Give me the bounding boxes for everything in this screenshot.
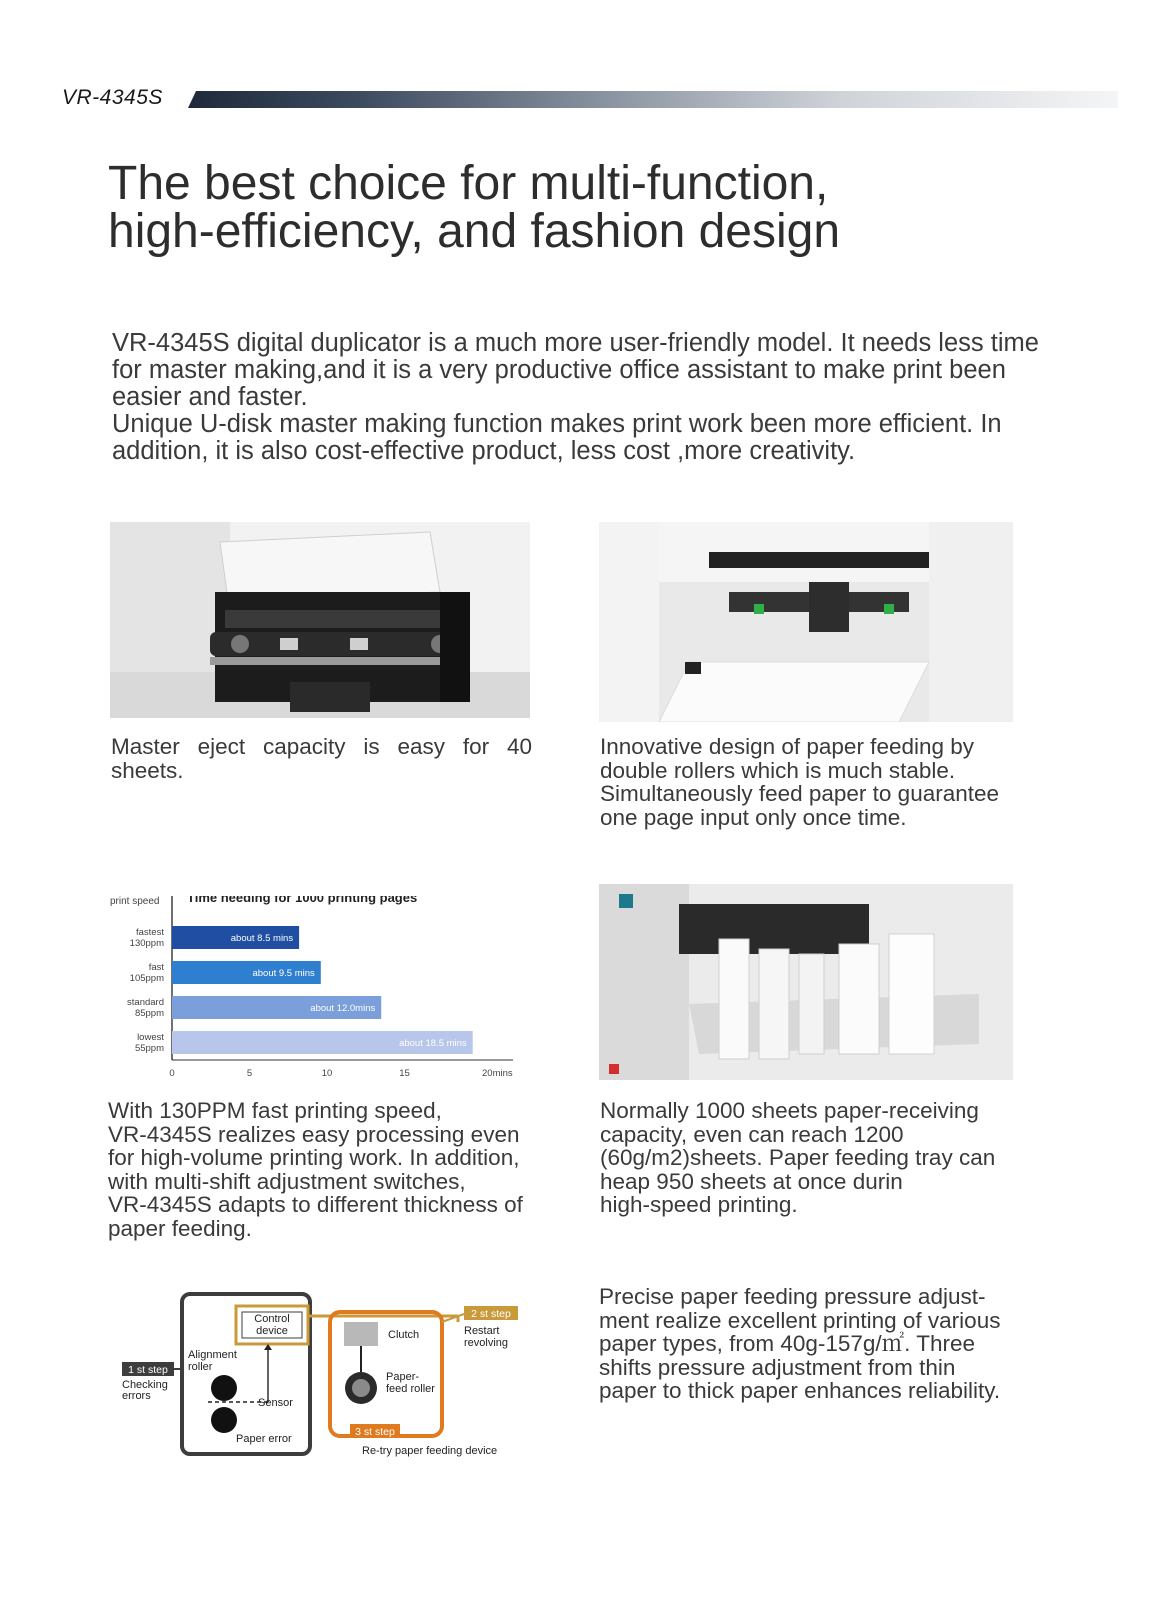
- chart-ylabel: print speed: [110, 896, 160, 907]
- speed-line-1: With 130PPM fast printing speed,: [108, 1098, 442, 1123]
- pressure-line-4: shifts pressure adjustment from thin: [599, 1354, 956, 1380]
- pressure-line-2: ment realize excellent printing of various: [599, 1307, 1001, 1333]
- paper-feeding-line-4: one page input only once time.: [600, 804, 907, 830]
- paper-feed-roller-label-1: Paper-: [386, 1371, 420, 1383]
- chart-bar-label: about 8.5 mins: [230, 933, 294, 944]
- print-time-chart: [108, 896, 538, 1086]
- step3-label: 3 st step: [355, 1426, 395, 1438]
- step2-label: 2 st step: [471, 1308, 511, 1320]
- chart-bar-label: about 9.5 mins: [252, 968, 315, 979]
- page-title: [108, 157, 1068, 258]
- speed-line-2: VR-4345S realizes easy processing even: [108, 1121, 520, 1147]
- model-tag: VR-4345S: [62, 86, 163, 109]
- paper-feeding-caption: [600, 735, 1030, 829]
- paper-feeding-photo: [599, 522, 1013, 722]
- alignment-roller-bottom-icon: [211, 1407, 237, 1433]
- alignment-roller-top-icon: [211, 1375, 237, 1401]
- intro-paragraph-1: VR-4345S digital duplicator is a much more user-friendly model. It needs less time for master making,and it is a very productive office assistant to make print been easier and faster.: [112, 329, 1039, 411]
- step1-label: 1 st step: [128, 1364, 168, 1376]
- speed-line-6: paper feeding.: [108, 1215, 252, 1241]
- clutch-label: Clutch: [388, 1329, 420, 1341]
- chart-category-sub: 85ppm: [134, 1008, 164, 1019]
- receiving-line-1: Normally 1000 sheets paper-receiving: [600, 1098, 979, 1123]
- print-time-chart-svg: [108, 896, 538, 1086]
- master-eject-caption: Master eject capacity is easy for 40 sheets.: [111, 734, 532, 783]
- checking-label-1: Checking: [122, 1379, 168, 1391]
- intro-paragraph-2: Unique U-disk master making function makes print work been more efficient. In addition, it is also cost-effective product, less cost ,more creativity.: [112, 410, 1002, 465]
- chart-x-tick: 20mins: [482, 1068, 513, 1079]
- chart-category-label: fast: [148, 962, 164, 973]
- alignment-label-2: roller: [188, 1361, 213, 1373]
- speed-caption: [108, 1099, 548, 1240]
- master-eject-illustration: [110, 522, 530, 718]
- receiving-tray-illustration: [599, 884, 1013, 1080]
- restart-label-2: revolving: [464, 1337, 509, 1349]
- alignment-label-1: Alignment: [188, 1349, 237, 1361]
- chart-category-sub: 130ppm: [129, 938, 164, 949]
- paper-feeding-line-1: Innovative design of paper feeding by: [600, 734, 975, 759]
- speed-line-3: for high-volume printing work. In addition,: [108, 1145, 520, 1170]
- pressure-line-1: Precise paper feeding pressure adjust-: [599, 1284, 986, 1309]
- chart-bar-label: about 18.5 mins: [399, 1038, 467, 1049]
- paper-error-label: Paper error: [236, 1433, 292, 1445]
- control-device-label-1: Control: [254, 1313, 290, 1325]
- pressure-line-3: paper types, from 40g-157g/㎡. Three: [599, 1331, 976, 1356]
- retry-feeding-diagram-svg: [118, 1292, 558, 1482]
- pressure-caption: [599, 1285, 1039, 1403]
- paper-feeding-line-3: Simultaneously feed paper to guarantee: [600, 781, 1000, 806]
- retry-label: Re-try paper feeding device: [362, 1445, 498, 1457]
- chart-x-tick: 10: [321, 1068, 333, 1079]
- master-eject-photo: [110, 522, 530, 718]
- header-gradient-bar: [188, 91, 1118, 108]
- receiving-caption: [600, 1099, 1030, 1217]
- receiving-line-3: (60g/m2)sheets. Paper feeding tray can: [600, 1145, 996, 1170]
- intro-text: [112, 330, 1072, 465]
- title-line-1: The best choice for multi-function,: [108, 157, 829, 210]
- pressure-line-5: paper to thick paper enhances reliability.: [599, 1378, 1001, 1403]
- paper-feeding-illustration: [599, 522, 1013, 722]
- checking-label-2: errors: [122, 1390, 151, 1402]
- paper-feed-roller-hub: [352, 1379, 370, 1397]
- receiving-tray-photo: [599, 884, 1013, 1080]
- title-line-2: high-efficiency, and fashion design: [108, 205, 841, 258]
- chart-category-label: fastest: [136, 927, 164, 938]
- chart-category-label: standard: [127, 997, 164, 1008]
- control-device-label-2: device: [256, 1325, 288, 1337]
- speed-line-4: with multi-shift adjustment switches,: [108, 1168, 466, 1194]
- paper-feeding-line-2: double rollers which is much stable.: [600, 757, 956, 783]
- chart-x-tick: 0: [169, 1068, 175, 1079]
- receiving-line-2: capacity, even can reach 1200: [600, 1121, 904, 1147]
- paper-feed-roller-label-2: feed roller: [386, 1383, 435, 1395]
- chart-category-label: lowest: [137, 1032, 164, 1043]
- chart-x-tick: 15: [399, 1068, 410, 1079]
- sensor-label: Sensor: [258, 1397, 293, 1409]
- chart-x-tick: 5: [246, 1068, 253, 1079]
- chart-category-sub: 105ppm: [129, 973, 164, 984]
- retry-feeding-diagram: [118, 1292, 558, 1482]
- chart-bar-label: about 12.0mins: [310, 1003, 376, 1014]
- clutch-block: [344, 1322, 378, 1346]
- speed-line-5: VR-4345S adapts to different thickness of: [108, 1192, 523, 1217]
- receiving-line-4: heap 950 sheets at once durin: [600, 1168, 903, 1194]
- chart-category-sub: 55ppm: [134, 1043, 164, 1054]
- restart-label-1: Restart: [464, 1325, 500, 1337]
- chart-title: Time needing for 1000 printing pages: [187, 896, 418, 905]
- receiving-line-5: high-speed printing.: [600, 1192, 798, 1217]
